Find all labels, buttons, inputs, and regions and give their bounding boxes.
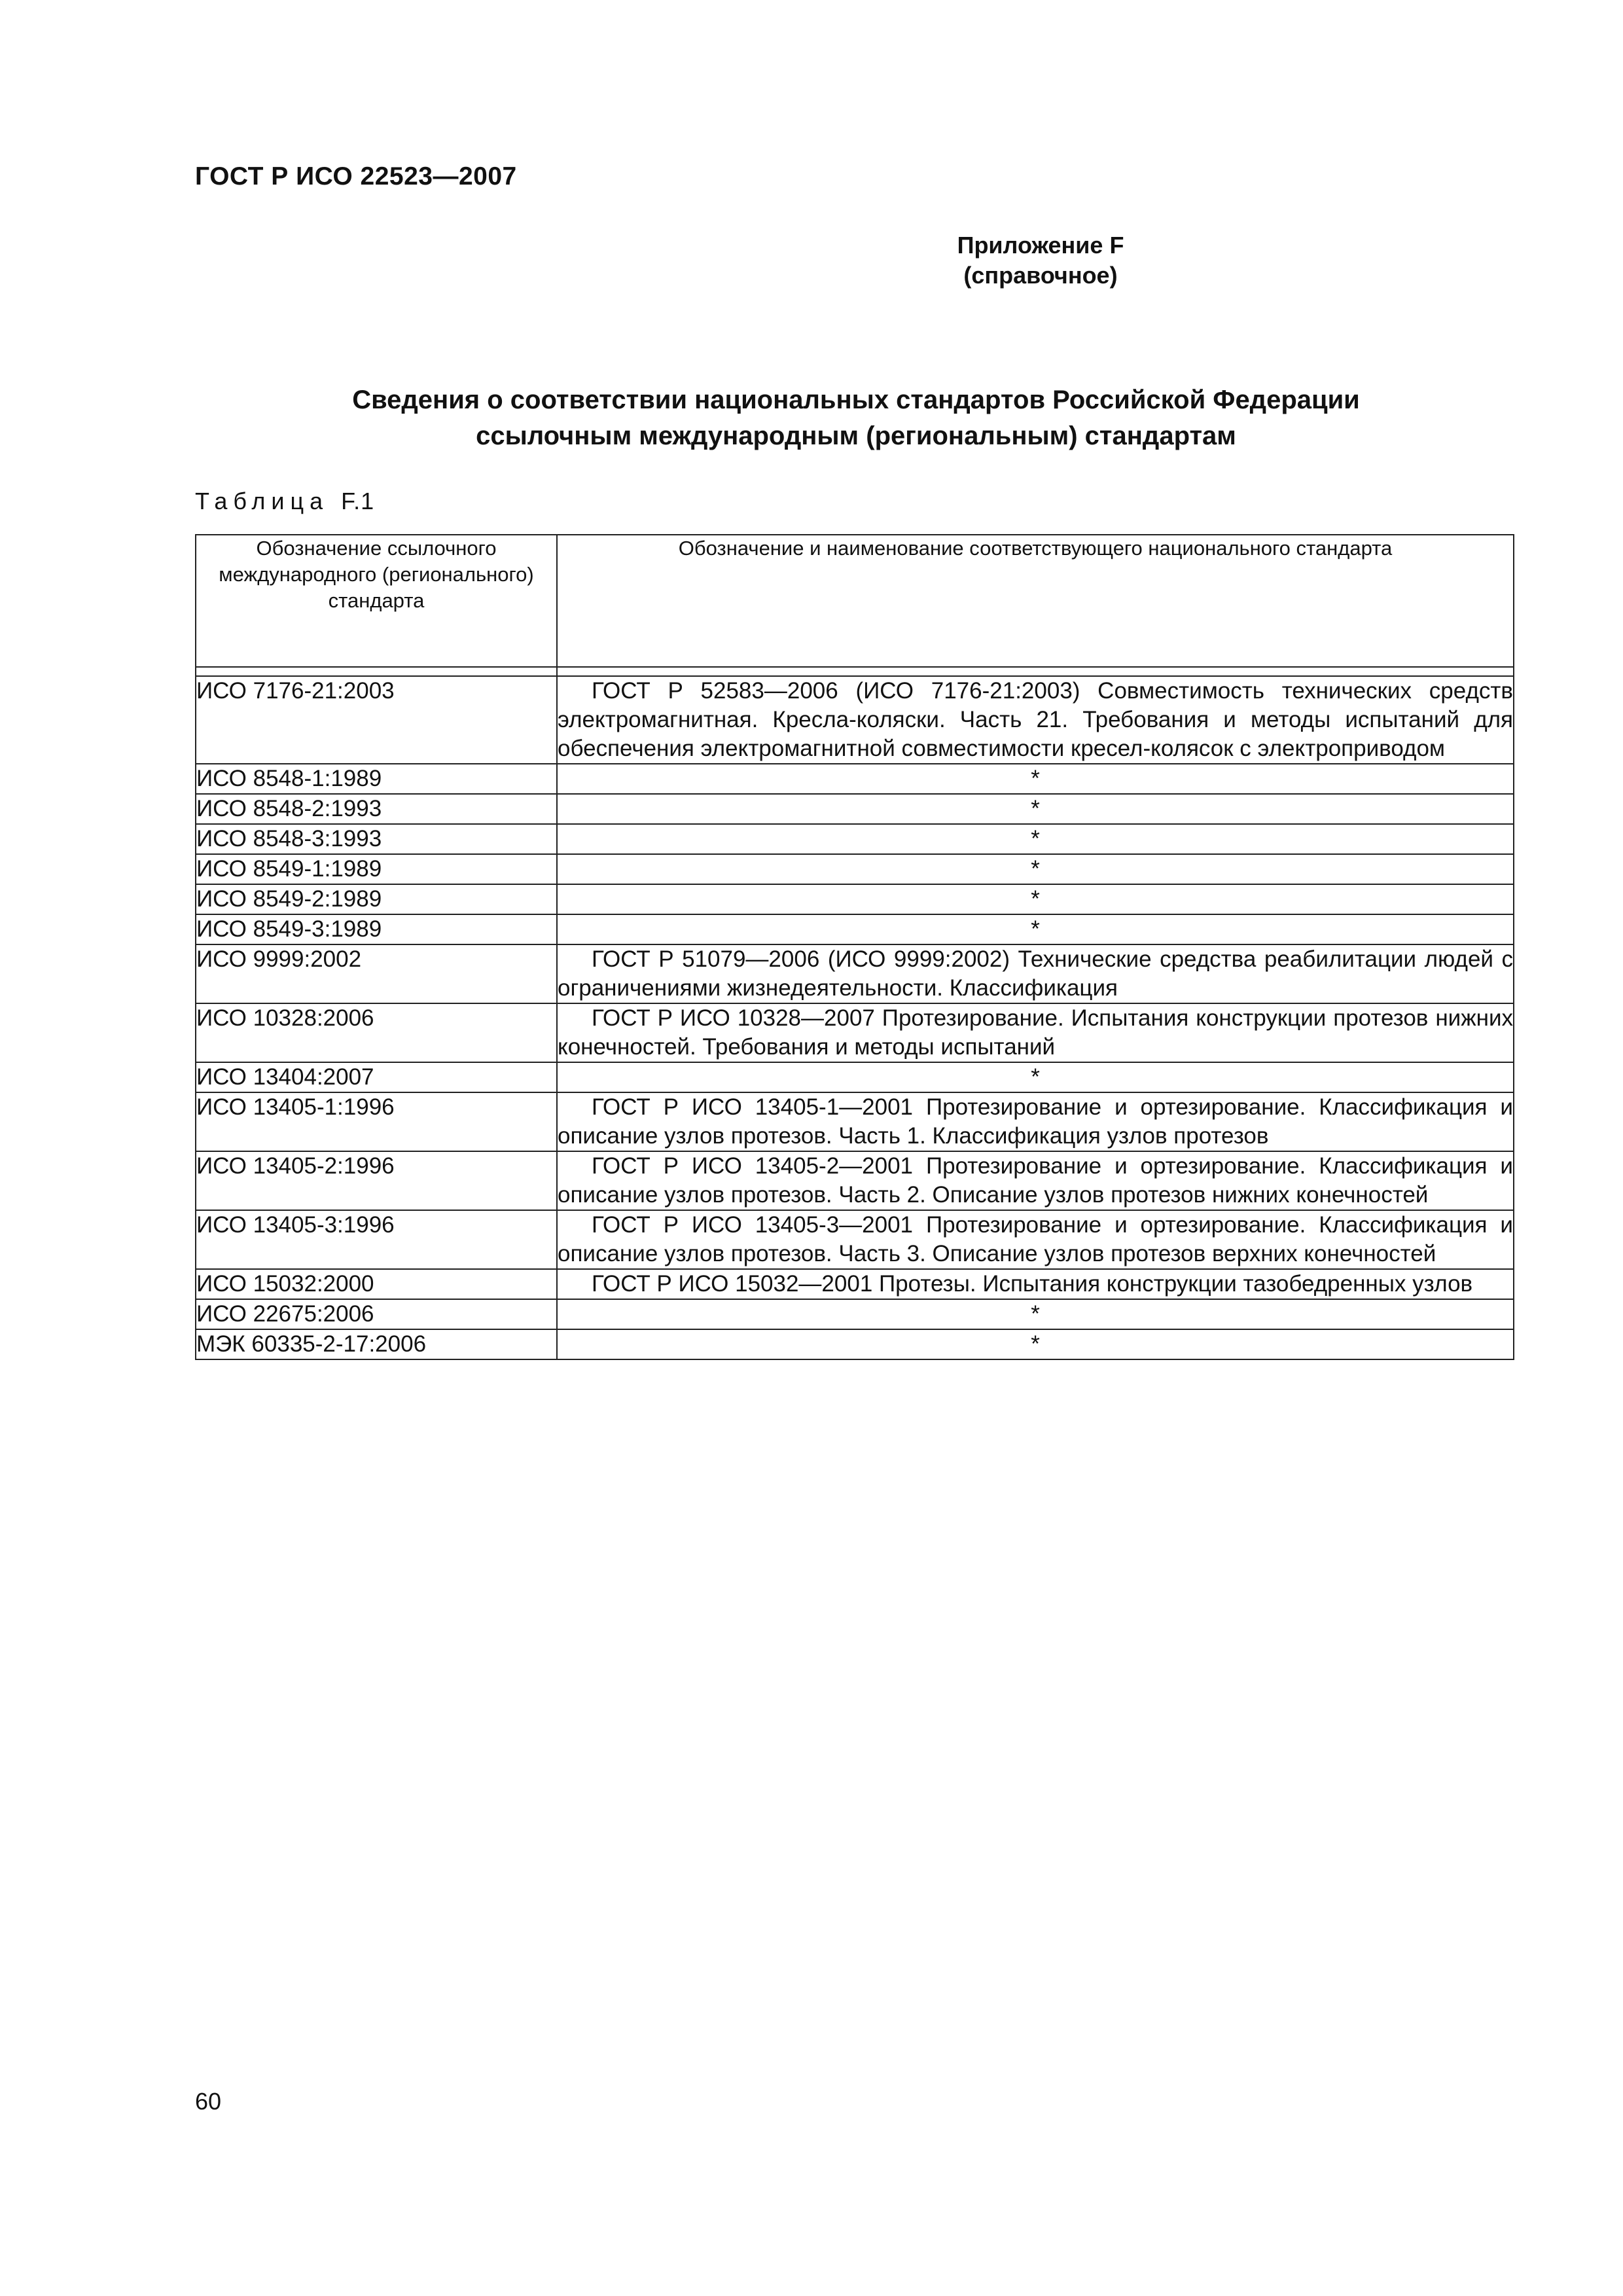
international-standard-cell: ИСО 8549-3:1989	[196, 914, 557, 944]
table-row	[196, 764, 1514, 794]
national-standard-cell: *	[557, 764, 1514, 794]
column-header-national: Обозначение и наименование соответствующего национального стандарта	[557, 535, 1514, 667]
table-label	[195, 488, 374, 515]
table-row	[196, 1092, 1514, 1151]
table-row	[196, 944, 1514, 1003]
section-title-line-1: Сведения о соответствии национальных стандартов Российской Федерации	[352, 386, 1360, 414]
table-row	[196, 676, 1514, 764]
national-standard-cell: *	[557, 794, 1514, 824]
international-standard-cell: ИСО 8548-3:1993	[196, 824, 557, 854]
table-row	[196, 914, 1514, 944]
international-standard-cell: ИСО 15032:2000	[196, 1269, 557, 1299]
international-standard-cell: ИСО 7176-21:2003	[196, 676, 557, 764]
national-standard-cell: *	[557, 854, 1514, 884]
table-row	[196, 854, 1514, 884]
table-row	[196, 1329, 1514, 1359]
international-standard-cell: ИСО 13405-2:1996	[196, 1151, 557, 1210]
international-standard-cell: ИСО 10328:2006	[196, 1003, 557, 1062]
header-separator-row	[196, 667, 1514, 676]
appendix-label: Приложение F	[957, 232, 1124, 259]
international-standard-cell: ИСО 8549-2:1989	[196, 884, 557, 914]
national-standard-cell: *	[557, 1062, 1514, 1092]
table-row	[196, 1299, 1514, 1329]
table-row	[196, 1062, 1514, 1092]
column-header-international	[196, 535, 557, 667]
national-standard-cell: *	[557, 1299, 1514, 1329]
national-standard-cell: ГОСТ Р ИСО 13405-1—2001 Протезирование и ортезирование. Классификация и описание узлов протезов. Часть 1. Классификация узлов протезов	[557, 1092, 1514, 1151]
table-row	[196, 1210, 1514, 1269]
table-row	[196, 1003, 1514, 1062]
international-standard-cell: МЭК 60335-2-17:2006	[196, 1329, 557, 1359]
international-standard-cell: ИСО 13405-3:1996	[196, 1210, 557, 1269]
international-standard-cell: ИСО 13405-1:1996	[196, 1092, 557, 1151]
table-row	[196, 884, 1514, 914]
national-standard-cell: *	[557, 824, 1514, 854]
international-standard-cell: ИСО 22675:2006	[196, 1299, 557, 1329]
column-header-international-line-1: Обозначение ссылочного	[256, 537, 497, 560]
page-number: 60	[195, 2088, 222, 2115]
table-row	[196, 794, 1514, 824]
reference-table-body	[196, 535, 1514, 1359]
column-header-international-line-2: международного (регионального)	[219, 563, 534, 586]
national-standard-cell: ГОСТ Р 51079—2006 (ИСО 9999:2002) Технические средства реабилитации людей с ограничениями жизнедеятельности. Классификация	[557, 944, 1514, 1003]
table-row	[196, 1151, 1514, 1210]
national-standard-cell: ГОСТ Р ИСО 10328—2007 Протезирование. Испытания конструкции протезов нижних конечностей. Требования и методы испытаний	[557, 1003, 1514, 1062]
international-standard-cell: ИСО 8549-1:1989	[196, 854, 557, 884]
document-code: ГОСТ Р ИСО 22523—2007	[195, 162, 517, 190]
national-standard-cell: ГОСТ Р ИСО 13405-2—2001 Протезирование и ортезирование. Классификация и описание узлов протезов. Часть 2. Описание узлов протезов нижних конечностей	[557, 1151, 1514, 1210]
international-standard-cell: ИСО 13404:2007	[196, 1062, 557, 1092]
reference-table	[195, 534, 1514, 1360]
national-standard-cell: *	[557, 884, 1514, 914]
table-label-word: Таблица	[195, 488, 329, 514]
section-title-line-2: ссылочным международным (региональным) стандартам	[476, 422, 1236, 450]
section-title	[195, 382, 1517, 454]
column-header-international-line-3: стандарта	[328, 589, 425, 612]
header-separator-cell	[557, 667, 1514, 676]
table-row	[196, 1269, 1514, 1299]
appendix-type: (справочное)	[963, 262, 1118, 289]
international-standard-cell: ИСО 8548-2:1993	[196, 794, 557, 824]
national-standard-cell: *	[557, 914, 1514, 944]
table-header-row	[196, 535, 1514, 667]
national-standard-cell: ГОСТ Р ИСО 15032—2001 Протезы. Испытания конструкции тазобедренных узлов	[557, 1269, 1514, 1299]
header-separator-cell	[196, 667, 557, 676]
international-standard-cell: ИСО 9999:2002	[196, 944, 557, 1003]
national-standard-cell: *	[557, 1329, 1514, 1359]
national-standard-cell: ГОСТ Р ИСО 13405-3—2001 Протезирование и ортезирование. Классификация и описание узлов протезов. Часть 3. Описание узлов протезов верхних конечностей	[557, 1210, 1514, 1269]
international-standard-cell: ИСО 8548-1:1989	[196, 764, 557, 794]
national-standard-cell: ГОСТ Р 52583—2006 (ИСО 7176-21:2003) Совместимость технических средств электромагнитная. Кресла-коляски. Часть 21. Требования и методы испытаний для обеспечения электромагнитной совместимости кресел-колясок с электроприводом	[557, 676, 1514, 764]
table-label-number: F.1	[341, 488, 375, 514]
appendix-heading	[0, 230, 1623, 291]
table-row	[196, 824, 1514, 854]
